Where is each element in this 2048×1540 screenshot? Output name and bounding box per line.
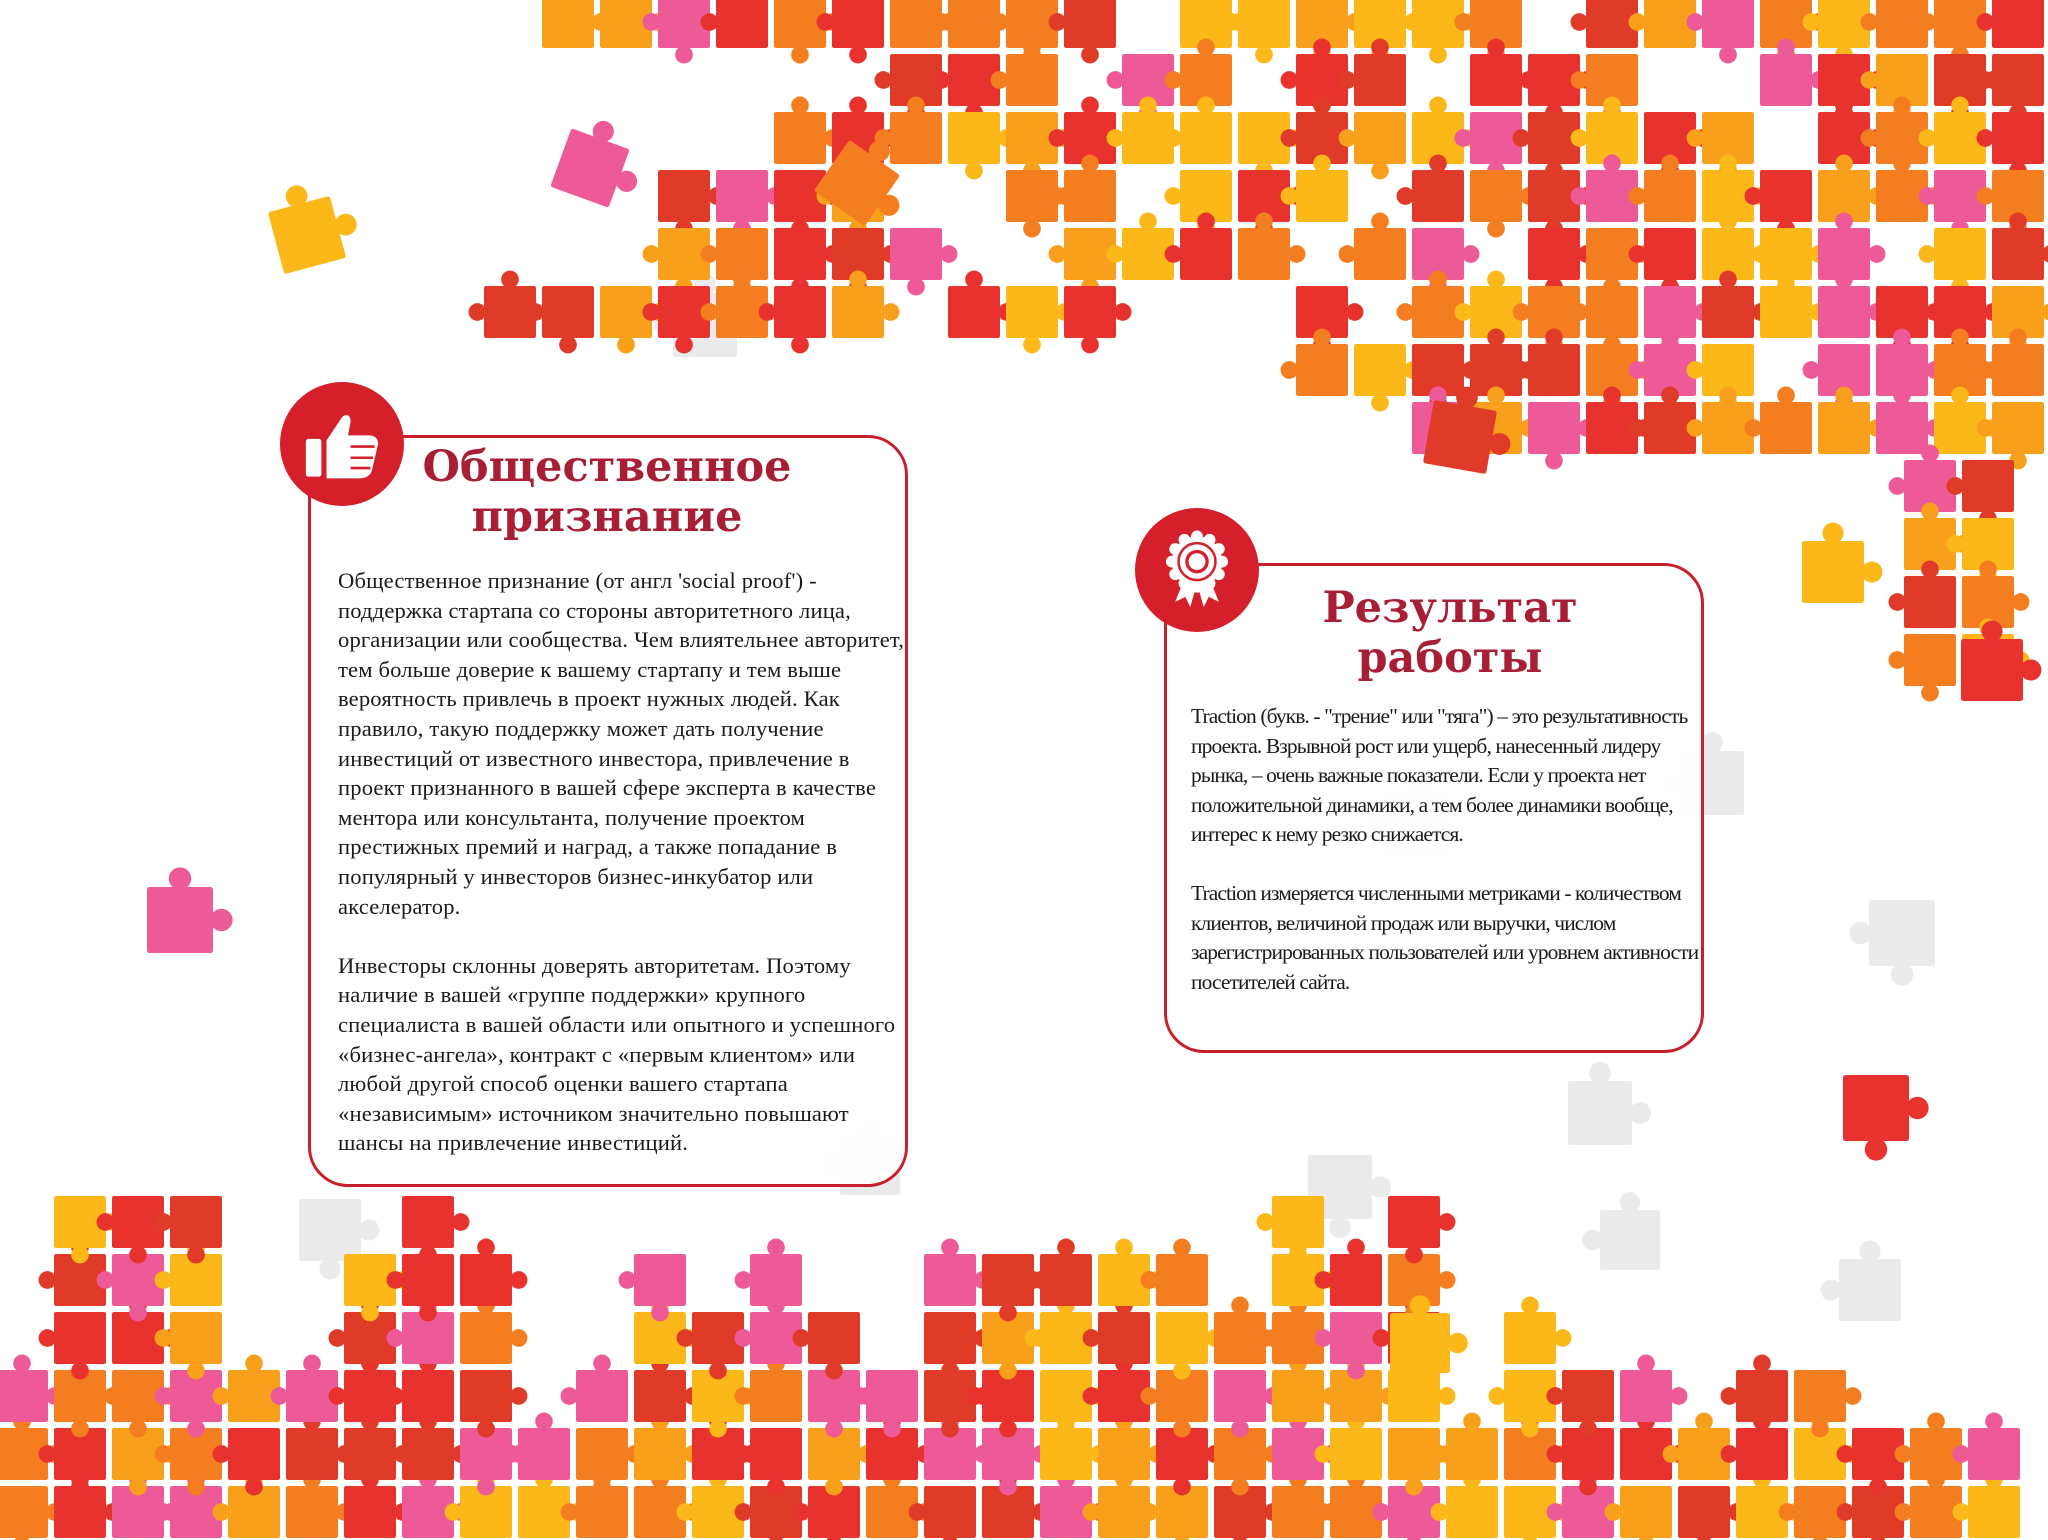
puzzle-piece: [1390, 1295, 1468, 1373]
puzzle-piece: [1504, 1413, 1571, 1480]
puzzle-piece: [677, 1312, 744, 1379]
puzzle-piece: [1049, 97, 1116, 164]
puzzle-piece: [1025, 1297, 1092, 1364]
puzzle-piece: [1977, 0, 2044, 48]
puzzle-piece: [1165, 97, 1232, 164]
puzzle-piece: [576, 1428, 643, 1495]
puzzle-piece: [1040, 1370, 1107, 1437]
puzzle-piece: [1760, 271, 1827, 338]
puzzle-piece: [1586, 344, 1653, 411]
puzzle-piece: [460, 1428, 527, 1495]
puzzle-piece: [1513, 329, 1580, 396]
puzzle-piece: [1272, 1355, 1339, 1422]
puzzle-piece: [1083, 1471, 1150, 1538]
puzzle-piece: [890, 228, 957, 295]
puzzle-piece: [1528, 402, 1595, 469]
puzzle-piece: [1571, 0, 1638, 48]
puzzle-piece: [39, 1239, 106, 1306]
puzzle-piece: [1156, 1312, 1223, 1379]
puzzle-piece: [1296, 286, 1363, 353]
puzzle-piece: [0, 1413, 63, 1480]
puzzle-piece: [460, 1370, 527, 1437]
puzzle-piece: [155, 1428, 222, 1495]
puzzle-piece: [701, 0, 768, 48]
puzzle-piece: [1876, 329, 1943, 396]
puzzle-piece: [619, 1254, 686, 1321]
puzzle-piece: [1040, 1471, 1107, 1538]
puzzle-piece: [271, 1355, 338, 1422]
puzzle-piece: [1687, 0, 1754, 63]
puzzle-piece: [948, 271, 1015, 338]
puzzle-piece: [54, 1196, 121, 1263]
puzzle-piece: [97, 1196, 164, 1263]
puzzle-piece: [1571, 286, 1638, 353]
puzzle-piece: [1629, 0, 1696, 48]
puzzle-piece: [213, 1428, 280, 1495]
puzzle-piece: [1678, 1486, 1745, 1540]
puzzle-piece: [1412, 0, 1479, 63]
puzzle-piece: [1760, 39, 1827, 106]
puzzle-piece: [735, 1428, 802, 1495]
puzzle-piece: [1431, 1413, 1498, 1480]
puzzle-piece: [1547, 1370, 1614, 1437]
puzzle-piece: [1165, 170, 1232, 237]
puzzle-piece: [866, 1413, 933, 1480]
puzzle-piece: [692, 1413, 759, 1480]
puzzle-piece: [677, 1471, 744, 1538]
puzzle-piece: [1629, 155, 1696, 222]
puzzle-piece: [1568, 1062, 1651, 1145]
puzzle-piece: [387, 1355, 454, 1422]
puzzle-piece: [286, 1471, 353, 1538]
puzzle-piece: [692, 1370, 759, 1437]
puzzle-piece: [344, 1254, 411, 1321]
puzzle-piece: [1794, 1413, 1861, 1480]
puzzle-piece: [1582, 1192, 1660, 1270]
puzzle-piece: [1528, 170, 1595, 237]
puzzle-piece: [1388, 1428, 1455, 1495]
puzzle-piece: [1629, 228, 1696, 295]
puzzle-piece: [1223, 0, 1290, 63]
puzzle-piece: [1977, 402, 2044, 469]
puzzle-piece: [735, 1239, 802, 1306]
puzzle-piece: [1803, 0, 1870, 63]
puzzle-piece: [1818, 213, 1885, 280]
puzzle-piece: [460, 1297, 527, 1364]
puzzle-piece: [866, 1471, 933, 1538]
puzzle-piece: [1281, 155, 1348, 222]
puzzle-piece: [1315, 1239, 1382, 1306]
puzzle-piece: [527, 286, 594, 353]
puzzle-piece: [1919, 97, 1986, 164]
puzzle-piece: [518, 1471, 585, 1538]
puzzle-piece: [1934, 387, 2001, 454]
puzzle-piece: [933, 0, 1000, 48]
puzzle-piece: [1214, 1297, 1281, 1364]
puzzle-piece: [924, 1312, 991, 1379]
puzzle-piece: [1107, 54, 1174, 121]
puzzle-piece: [1895, 1471, 1962, 1538]
puzzle-piece: [1397, 155, 1464, 222]
puzzle-piece: [112, 1471, 179, 1538]
puzzle-piece: [634, 1413, 701, 1480]
puzzle-piece: [1818, 387, 1885, 454]
puzzle-piece: [982, 1428, 1049, 1495]
puzzle-piece: [1837, 1486, 1904, 1540]
puzzle-piece: [808, 1428, 875, 1495]
puzzle-piece: [1388, 1196, 1455, 1263]
puzzle-piece: [1315, 1312, 1382, 1379]
puzzle-piece: [1528, 228, 1595, 295]
puzzle-piece: [808, 1370, 875, 1437]
puzzle-piece: [1702, 213, 1769, 280]
puzzle-piece: [1919, 228, 1986, 295]
puzzle-piece: [1272, 1471, 1339, 1538]
puzzle-piece: [924, 1370, 991, 1437]
puzzle-piece: [155, 1370, 222, 1437]
puzzle-piece: [982, 1254, 1049, 1321]
puzzle-piece: [1107, 213, 1174, 280]
puzzle-piece: [1736, 1471, 1803, 1538]
traction-paragraph: Traction (букв. - "трение" или "тяга") – это результативность проекта. Взрывной рост или ущерб, нанесенный лидеру рынка, – очень важные показатели. Если у проекта нет положительной динамики, а тем более динамики вообще, интерес к нему резко снижается.: [1191, 704, 1688, 846]
puzzle-piece: [774, 97, 841, 164]
puzzle-piece: [924, 1239, 991, 1306]
puzzle-piece: [1098, 1239, 1165, 1306]
puzzle-piece: [1513, 112, 1580, 179]
puzzle-piece: [1895, 1413, 1962, 1480]
puzzle-piece: [1953, 1471, 2020, 1538]
puzzle-piece: [1354, 0, 1421, 63]
puzzle-piece: [634, 1297, 701, 1364]
puzzle-piece: [1947, 518, 2014, 585]
puzzle-piece: [1977, 170, 2044, 237]
puzzle-piece: [1843, 1075, 1929, 1161]
puzzle-piece: [991, 39, 1058, 106]
puzzle-piece: [1861, 97, 1928, 164]
puzzle-piece: [1721, 1413, 1788, 1480]
puzzle-piece: [39, 1428, 106, 1495]
puzzle-piece: [387, 1297, 454, 1364]
puzzle-piece: [1818, 97, 1885, 164]
thumbs-up-icon: [299, 401, 385, 487]
puzzle-piece: [112, 1297, 179, 1364]
puzzle-piece: [1547, 1471, 1614, 1538]
puzzle-piece: [1238, 112, 1305, 179]
puzzle-piece: [1953, 1413, 2020, 1480]
puzzle-piece: [1889, 561, 1956, 628]
puzzle-piece: [329, 1297, 396, 1364]
puzzle-piece: [1281, 97, 1348, 164]
puzzle-piece: [54, 1370, 121, 1437]
puzzle-piece: [1802, 523, 1882, 603]
puzzle-piece: [1373, 1486, 1440, 1540]
puzzle-piece: [991, 0, 1058, 63]
puzzle-piece: [1330, 1355, 1397, 1422]
puzzle-piece: [1455, 271, 1522, 338]
puzzle-piece: [1818, 54, 1885, 121]
puzzle-piece: [1605, 1486, 1672, 1540]
puzzle-piece: [1006, 286, 1073, 353]
puzzle-piece: [1040, 1413, 1107, 1480]
puzzle-piece: [1794, 1370, 1861, 1437]
puzzle-piece: [1272, 1239, 1339, 1306]
social-proof-paragraph: Инвесторы склонны доверять авторитетам. Поэтому наличие в вашей «группе поддержки» крупного специалиста в вашей области или опытного и успешного «бизнес-ангела», контракт с «первым клиентом» или любой другой способ оценки вашего стартапа «независимым» источником значительно повышают шансы на привлечение инвестиций.: [338, 952, 896, 1156]
puzzle-piece: [982, 1312, 1049, 1379]
puzzle-piece: [263, 172, 365, 274]
puzzle-piece: [39, 1312, 106, 1379]
puzzle-piece: [982, 1471, 1049, 1538]
social-proof-badge: [280, 382, 404, 506]
puzzle-piece: [1214, 1428, 1281, 1495]
puzzle-piece: [1049, 0, 1116, 63]
puzzle-piece: [634, 1355, 701, 1422]
puzzle-piece: [1214, 1370, 1281, 1437]
puzzle-piece: [1006, 170, 1073, 237]
puzzle-piece: [1412, 97, 1479, 164]
puzzle-piece: [967, 1370, 1034, 1437]
puzzle-piece: [817, 0, 884, 63]
puzzle-piece: [147, 867, 233, 953]
puzzle-piece: [112, 1370, 179, 1437]
puzzle-piece: [97, 1254, 164, 1321]
puzzle-piece: [1049, 228, 1116, 295]
puzzle-piece: [924, 1413, 991, 1480]
puzzle-piece: [1620, 1413, 1687, 1480]
puzzle-piece: [469, 271, 536, 338]
traction-title: Результат работы: [1322, 583, 1578, 684]
puzzle-piece: [793, 1312, 860, 1379]
puzzle-piece: [1837, 1428, 1904, 1495]
puzzle-piece: [1745, 387, 1812, 454]
puzzle-piece: [344, 1413, 411, 1480]
puzzle-piece: [634, 1471, 701, 1538]
puzzle-piece: [1977, 329, 2044, 396]
puzzle-piece: [0, 1355, 63, 1422]
puzzle-piece: [1934, 286, 2001, 353]
puzzle-piece: [658, 170, 725, 237]
puzzle-piece: [1919, 170, 1986, 237]
puzzle-piece: [402, 1413, 469, 1480]
puzzle-piece: [851, 1370, 918, 1437]
puzzle-piece: [1141, 1239, 1208, 1306]
puzzle-piece: [1760, 0, 1827, 63]
puzzle-piece: [1947, 460, 2014, 527]
puzzle-piece: [1107, 97, 1174, 164]
puzzle-piece: [445, 1471, 512, 1538]
puzzle-piece: [1470, 170, 1537, 237]
puzzle-piece: [155, 1471, 222, 1538]
puzzle-piece: [1702, 155, 1769, 222]
puzzle-piece: [1489, 1370, 1556, 1437]
puzzle-piece: [832, 271, 899, 338]
puzzle-piece: [402, 1471, 469, 1538]
puzzle-piece: [1281, 39, 1348, 106]
puzzle-piece: [1455, 112, 1522, 179]
puzzle-piece: [286, 1413, 353, 1480]
puzzle-piece: [1098, 1413, 1165, 1480]
puzzle-piece: [155, 1239, 222, 1306]
puzzle-piece: [1083, 1355, 1150, 1422]
puzzle-piece: [1876, 387, 1943, 454]
puzzle-piece: [1961, 621, 2041, 701]
puzzle-piece: [1257, 1196, 1324, 1263]
puzzle-piece: [1339, 39, 1406, 106]
puzzle-piece: [1620, 1355, 1687, 1422]
puzzle-piece: [735, 1297, 802, 1364]
traction-badge: [1135, 508, 1259, 632]
puzzle-piece: [1165, 39, 1232, 106]
puzzle-piece: [1025, 1239, 1092, 1306]
puzzle-piece: [460, 1239, 527, 1306]
puzzle-piece: [1257, 1297, 1324, 1364]
puzzle-piece: [1919, 0, 1986, 63]
puzzle-piece: [1629, 387, 1696, 454]
puzzle-piece: [1513, 286, 1580, 353]
puzzle-piece: [933, 54, 1000, 121]
puzzle-piece: [1281, 329, 1348, 396]
puzzle-piece: [735, 1486, 802, 1540]
social-proof-paragraph: Общественное признание (от англ 'social proof') - поддержка стартапа со стороны авторитетного лица, организации или сообщества. Чем влиятельнее авторитет, тем больше доверие к вашему стартапу и тем выше вероятность привлечь в проект нужных людей. Как правило, такую поддержку может дать получение инвестиций от известного инвестора, привлечение в проект признанного в вашей сфере эксперта в качестве ментора или консультанта, получение проектом престижных премий и наград, а также попадание в популярный у инвесторов бизнес-инкубатор или акселератор.: [338, 568, 905, 919]
puzzle-piece: [1876, 286, 1943, 353]
puzzle-piece: [1821, 1241, 1901, 1321]
rosette-award-icon: [1155, 528, 1239, 612]
puzzle-piece: [1571, 155, 1638, 222]
puzzle-piece: [774, 228, 841, 295]
puzzle-piece: [1049, 155, 1116, 222]
puzzle-piece: [643, 0, 710, 63]
puzzle-piece: [402, 1196, 469, 1263]
puzzle-piece: [1470, 329, 1537, 396]
puzzle-piece: [759, 286, 826, 353]
puzzle-piece: [112, 1428, 179, 1495]
puzzle-piece: [1141, 1370, 1208, 1437]
puzzle-piece: [1962, 561, 2029, 628]
puzzle-piece: [1904, 503, 1971, 570]
puzzle-piece: [716, 170, 783, 237]
puzzle-piece: [1977, 112, 2044, 179]
puzzle-piece: [155, 1312, 222, 1379]
traction-text: [1191, 702, 1711, 997]
puzzle-piece: [1721, 1355, 1788, 1422]
puzzle-piece: [213, 1471, 280, 1538]
puzzle-piece: [1238, 170, 1305, 237]
puzzle-piece: [1156, 1428, 1223, 1495]
puzzle-piece: [1470, 39, 1537, 106]
puzzle-piece: [542, 0, 609, 48]
puzzle-piece: [1803, 344, 1870, 411]
puzzle-piece: [1083, 1297, 1150, 1364]
puzzle-piece: [1586, 228, 1653, 295]
puzzle-piece: [1354, 344, 1421, 411]
puzzle-piece: [1315, 1471, 1382, 1538]
puzzle-piece: [1861, 0, 1928, 48]
puzzle-piece: [1547, 1428, 1614, 1495]
puzzle-piece: [1992, 213, 2048, 280]
puzzle-piece: [1064, 286, 1131, 353]
puzzle-piece: [1455, 0, 1522, 63]
puzzle-piece: [1934, 54, 2001, 121]
puzzle-piece: [213, 1355, 280, 1422]
social-proof-text: [338, 566, 908, 1158]
puzzle-piece: [1528, 54, 1595, 121]
puzzle-piece: [1141, 1486, 1208, 1540]
puzzle-piece: [1687, 387, 1754, 454]
puzzle-piece: [1586, 387, 1653, 454]
puzzle-piece: [832, 228, 899, 295]
puzzle-piece: [875, 54, 942, 121]
puzzle-piece: [1702, 271, 1769, 338]
puzzle-piece: [1571, 97, 1638, 164]
puzzle-piece: [1272, 1413, 1339, 1480]
puzzle-piece: [1504, 1297, 1571, 1364]
puzzle-piece: [1889, 634, 1956, 701]
puzzle-piece: [1238, 213, 1305, 280]
puzzle-piece: [1818, 155, 1885, 222]
puzzle-piece: [344, 1471, 411, 1538]
puzzle-piece: [503, 1413, 570, 1480]
social-proof-title: Общественное признание: [422, 442, 792, 543]
puzzle-piece: [774, 0, 841, 63]
puzzle-piece: [1818, 271, 1885, 338]
puzzle-piece: [1663, 1413, 1730, 1480]
puzzle-piece: [561, 1355, 628, 1422]
puzzle-piece: [1861, 54, 1928, 121]
puzzle-piece: [1745, 170, 1812, 237]
puzzle-piece: [1934, 329, 2001, 396]
puzzle-piece: [155, 1196, 222, 1263]
puzzle-piece: [793, 1486, 860, 1540]
puzzle-piece: [1296, 0, 1363, 63]
puzzle-piece: [329, 1355, 396, 1422]
puzzle-piece: [1397, 271, 1464, 338]
puzzle-piece: [1006, 112, 1073, 179]
puzzle-piece: [1165, 213, 1232, 280]
puzzle-piece: [1779, 1486, 1846, 1540]
puzzle-piece: [1412, 228, 1479, 295]
puzzle-piece: [1977, 54, 2044, 121]
puzzle-piece: [561, 1471, 628, 1538]
puzzle-piece: [948, 112, 1015, 179]
puzzle-piece: [1315, 1413, 1382, 1480]
puzzle-piece: [1876, 155, 1943, 222]
puzzle-piece: [1760, 228, 1827, 295]
puzzle-piece: [735, 1355, 802, 1422]
puzzle-piece: [909, 1486, 976, 1540]
puzzle-piece: [54, 1471, 121, 1538]
puzzle-piece: [1431, 1471, 1498, 1538]
puzzle-piece: [1339, 112, 1406, 179]
puzzle-piece: [600, 286, 667, 353]
puzzle-piece: [1571, 54, 1638, 121]
puzzle-piece: [387, 1254, 454, 1321]
puzzle-piece: [1644, 286, 1711, 353]
traction-paragraph: Traction измеряется численными метриками - количеством клиентов, величиной продаж или выручки, числом зарегистрированных пользователей или уровнем активности посетителей сайта.: [1191, 881, 1699, 994]
puzzle-piece: [1339, 213, 1406, 280]
puzzle-piece: [1687, 112, 1754, 179]
puzzle-piece: [1644, 112, 1711, 179]
puzzle-piece: [1214, 1486, 1281, 1540]
puzzle-piece: [1687, 344, 1754, 411]
puzzle-piece: [0, 1486, 63, 1540]
puzzle-piece: [1849, 900, 1935, 986]
puzzle-piece: [550, 111, 653, 214]
puzzle-piece: [1889, 445, 1956, 512]
puzzle-piece: [1629, 329, 1696, 396]
